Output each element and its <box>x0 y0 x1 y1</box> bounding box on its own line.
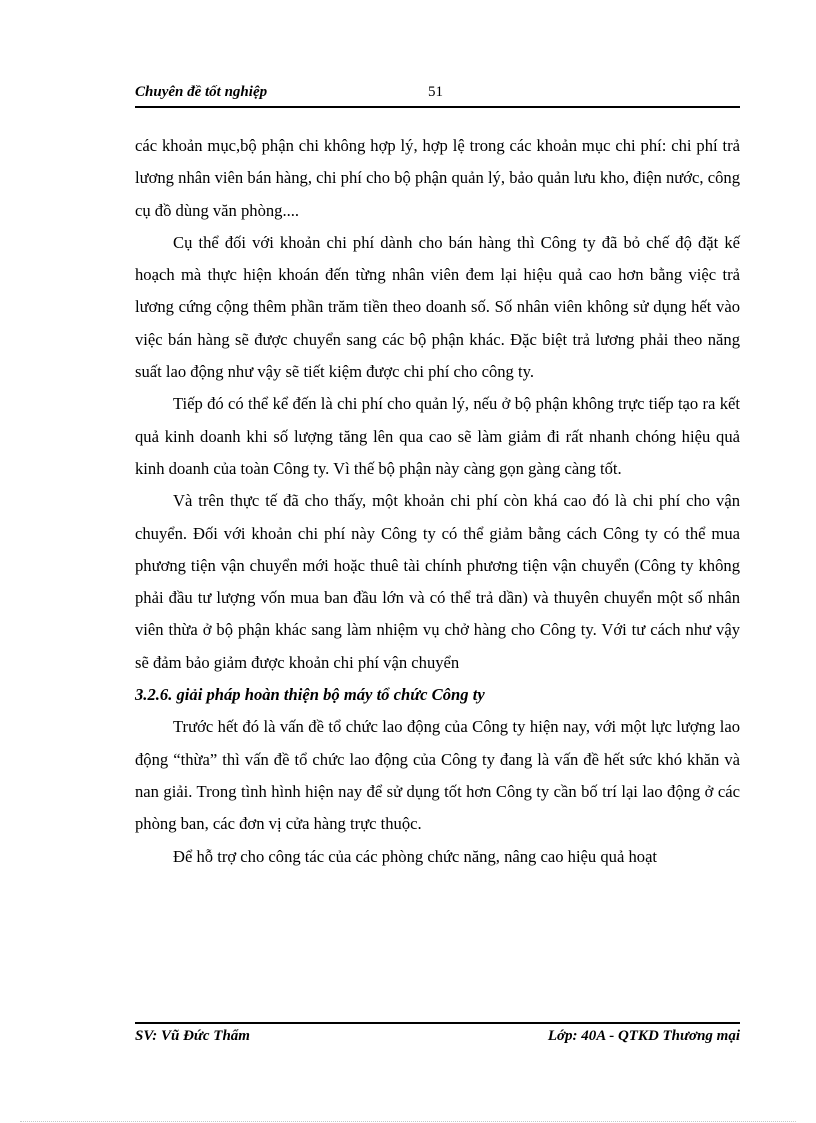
header-title: Chuyên đề tốt nghiệp <box>135 84 268 100</box>
paragraph-support-functions: Để hỗ trợ cho công tác của các phòng chức năng, nâng cao hiệu quả hoạt <box>173 846 658 866</box>
section-heading: 3.2.6. giải pháp hoàn thiện bộ máy tổ chức Công ty <box>135 685 485 705</box>
paragraph-labor-organization: Trước hết đó là vấn đề tổ chức lao động của Công ty hiện nay, với một lực lượng lao động “thừa” thì vấn đề tổ chức lao động của Công ty đang là vấn đề hết sức khó khăn và nan giải. Trong tình hình hiện nay để sử dụng tốt hơn Công ty cần bố trí lại lao động ở các phòng ban, các đơn vị cửa hàng trực thuộc. <box>135 717 740 834</box>
paragraph-continuation: các khoản mục,bộ phận chi không hợp lý, hợp lệ trong các khoản mục chi phí: chi phí trả lương nhân viên bán hàng, chi phí cho bộ phận quản lý, bảo quản lưu kho, điện nước, công cụ đồ dùng văn phòng.... <box>135 136 740 220</box>
paragraph-sales-costs: Cụ thể đối với khoản chi phí dành cho bán hàng thì Công ty đã bỏ chế độ đặt kế hoạch mà thực hiện khoán đến từng nhân viên đem lại hiệu quả cao hơn bằng việc trả lương cứng cộng thêm phần trăm tiền theo doanh số. Số nhân viên không sử dụng hết vào việc bán hàng sẽ được chuyển sang các bộ phận khác. Đặc biệt trả lương phải theo năng suất lao động như vậy sẽ tiết kiệm được chi phí cho công ty. <box>135 232 740 382</box>
page-footer <box>135 1022 740 1048</box>
paragraph-management-costs: Tiếp đó có thể kể đến là chi phí cho quản lý, nếu ở bộ phận không trực tiếp tạo ra kết quả kinh doanh khi số lượng tăng lên qua cao sẽ làm giảm đi rất nhanh chóng hiệu quả kinh doanh của toàn Công ty. Vì thế bộ phận này càng gọn gàng càng tốt. <box>135 394 740 478</box>
page-number: 51 <box>428 84 443 100</box>
page-body <box>135 130 740 873</box>
footer-class: Lớp: 40A - QTKD Thương mại <box>547 1028 740 1044</box>
paragraph-transport-costs: Và trên thực tế đã cho thấy, một khoản chi phí còn khá cao đó là chi phí cho vận chuyển. Đối với khoản chi phí này Công ty có thể giảm bằng cách Công ty có thể mua phương tiện vận chuyển mới hoặc thuê tài chính phương tiện vận chuyển (Công ty không phải đầu tư lượng vốn mua ban đầu lớn và có thể trả dần) và thuyên chuyển một số nhân viên thừa ở bộ phận khác sang làm nhiệm vụ chở hàng cho Công ty. Với tư cách như vậy sẽ đảm bảo giảm được khoản chi phí vận chuyển <box>135 491 740 672</box>
page-header <box>135 84 740 108</box>
page-bottom-border <box>20 1121 796 1122</box>
footer-student: SV: Vũ Đức Thẩm <box>135 1028 250 1044</box>
